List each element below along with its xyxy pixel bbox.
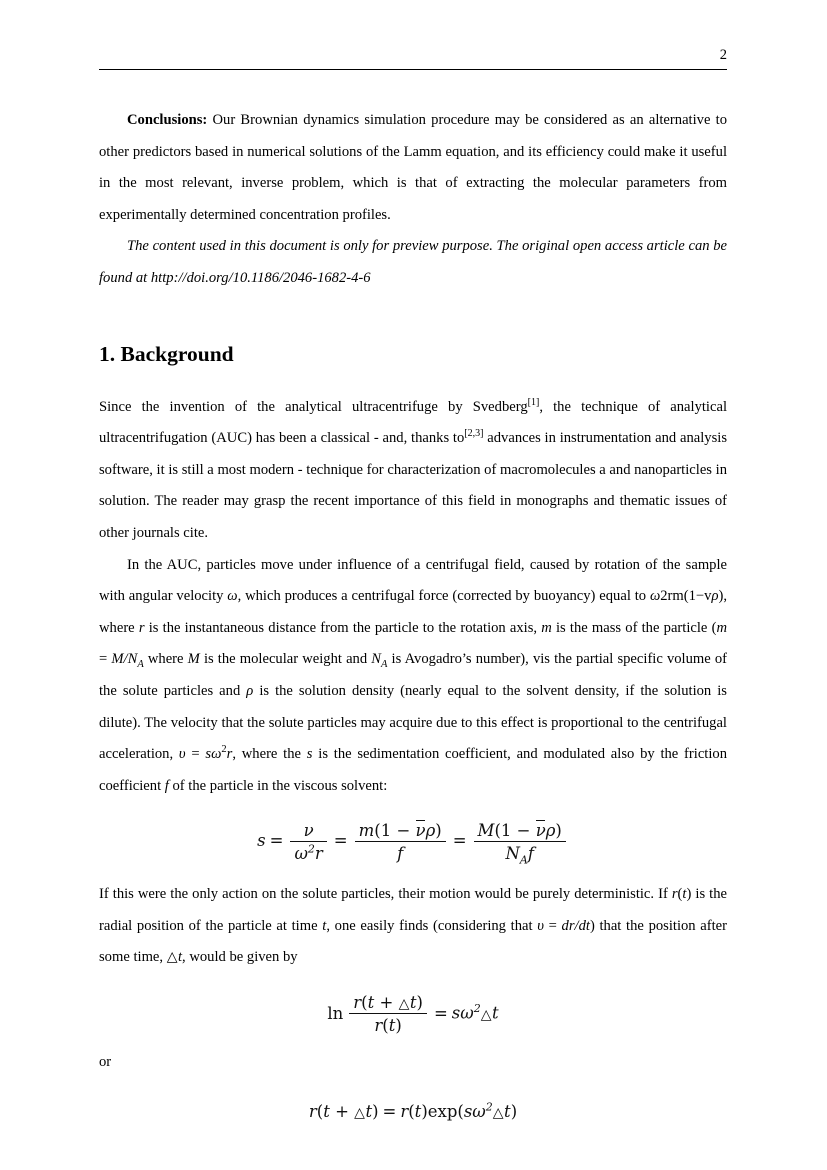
symbol-M-2: M [187, 651, 200, 668]
background-paragraph-1 [99, 392, 727, 550]
eq3-rhs-open: ( [408, 1101, 415, 1121]
eq2-rhs-omega: ω [460, 1003, 474, 1023]
background-paragraph-2 [99, 550, 727, 803]
symbol-rho-1: ρ [711, 588, 719, 605]
p2-text-9: where [143, 651, 188, 668]
eq1-f3-f: f [527, 844, 534, 864]
eq1-fraction-1 [290, 821, 326, 863]
symbol-omega-2: ω [649, 588, 661, 605]
eq1-f2-close: ) [435, 821, 442, 841]
p3-symbol-upsilon: υ [537, 917, 544, 934]
p2-text-8: / [123, 651, 128, 668]
p2-text-4: ), where [99, 588, 727, 636]
eq3-exp-close: ) [510, 1101, 518, 1121]
p3-text-1: If this were the only action on the solute particles, their motion would be purely deterministic. If [99, 886, 672, 903]
eq3-equals: = [382, 1101, 397, 1121]
display-equation-1 [99, 820, 727, 867]
eq2-num-plus: + [374, 993, 399, 1013]
page-content [99, 46, 727, 1121]
symbol-s-2: s [306, 746, 313, 763]
display-equation-2 [99, 993, 727, 1035]
p2-text-11: is Avogadro’s number), v [387, 651, 541, 668]
symbol-m-2: m [716, 619, 727, 636]
p2-text-12: is the partial specific volume of the solute particles and [99, 651, 728, 699]
eq2-den-open: ( [382, 1016, 389, 1036]
eq1-f1-den-sup: 2 [307, 842, 315, 856]
eq2-denominator [349, 1014, 427, 1035]
conclusions-paragraph [99, 105, 727, 231]
eq3-exp: exp [427, 1101, 458, 1121]
eq2-num-r: r [353, 993, 362, 1013]
eq3-exp-s: s [463, 1101, 473, 1121]
p3-text-4: , one easily finds (considering that [326, 917, 538, 934]
p1-part2: , the technique of analytical ultracentrifugation (AUC) has been a classical - and, thanks to [99, 398, 727, 447]
eq2-num-t: t [367, 993, 375, 1013]
eq1-f3-M: M [477, 821, 495, 841]
eq2-den-t: t [388, 1016, 396, 1036]
eq2-num-t2: t [409, 993, 417, 1013]
eq3-lhs-open: ( [316, 1101, 324, 1121]
spacer-before-heading [99, 295, 727, 341]
p3-symbol-dr: dr [561, 917, 575, 934]
eq3-lhs-r: r [308, 1101, 317, 1121]
eq2-fraction [349, 993, 427, 1035]
citation-2-3: [2,3] [464, 428, 484, 440]
eq1-f3-rho: ρ [545, 821, 556, 841]
eq2-den-close: ) [395, 1016, 402, 1036]
eq1-f2-nu: ν [415, 821, 426, 841]
eq3-lhs-t2: t [365, 1101, 373, 1121]
eq3-lhs-close: ) [372, 1101, 379, 1121]
p3-symbol-r-1: r [671, 886, 678, 903]
eq2-rhs-sup: 2 [473, 1002, 481, 1016]
p3-text-8: , would be given by [182, 949, 298, 966]
eq2-rhs-s: s [451, 1003, 461, 1023]
symbol-r-2: r [226, 746, 233, 763]
p3-text-5: = [543, 917, 562, 934]
p2-text-14: = [185, 746, 206, 763]
p3-symbol-t-1: t [682, 886, 687, 903]
eq3-exp-sup: 2 [485, 1100, 493, 1114]
section-heading-background: 1. Background [99, 341, 234, 366]
eq2-num-delta: △ [398, 996, 410, 1013]
eq1-lhs: s [257, 831, 266, 851]
symbol-omega-3: ω [211, 746, 222, 763]
eq1-f3-N: N [505, 844, 520, 864]
eq1-equals-3: = [452, 831, 467, 851]
eq2-rhs-delta: △ [480, 1006, 492, 1023]
p1-part1: Since the invention of the analytical ultracentrifuge by Svedberg [99, 398, 528, 415]
p2-text-16: is the sedimentation coefficient, and modulated also by the friction coefficient [99, 746, 728, 794]
eq1-f3-nu-bar [536, 820, 546, 840]
p2-text-7: = [99, 651, 112, 668]
eq2-equals: = [433, 1003, 448, 1023]
eq1-f3-numerator [474, 820, 566, 842]
eq1-f2-nu-bar [416, 820, 426, 840]
spacer-after-heading [99, 367, 727, 392]
p2-text-1: In the AUC, particles move under influence of a centrifugal field, caused by rotation of the sample with angular velocity [99, 556, 727, 605]
eq3-lhs-delta: △ [354, 1104, 365, 1121]
symbol-upsilon-1: υ [178, 746, 186, 763]
eq3-exp-delta: △ [492, 1104, 504, 1121]
p3-symbol-t-3: t [177, 949, 183, 966]
eq1-f2-rho: ρ [425, 821, 436, 841]
display-equation-3 [99, 1102, 727, 1121]
symbol-M-1: M [111, 651, 124, 668]
eq3-exp-omega: ω [472, 1101, 486, 1121]
eq1-f1-numerator: ν [290, 821, 326, 842]
eq1-f2-open: (1 − [374, 821, 416, 841]
p2-text-6: is the mass of the particle ( [551, 619, 717, 636]
eq2-numerator [349, 993, 427, 1014]
equation-2-math [327, 993, 498, 1035]
p3-symbol-t-2: t [322, 917, 327, 934]
eq2-num-close: ) [416, 993, 423, 1013]
eq1-fraction-3 [474, 820, 566, 867]
eq1-f3-nu: ν [535, 821, 546, 841]
preview-notice: The content used in this document is only for preview purpose. The original open access article can be found at http://doi.org/10.1186/2046-1682-4-6 [99, 238, 727, 286]
conclusions-text: Our Brownian dynamics simulation procedure may be considered as an alternative to other predictors based in numerical solutions of the Lamm equation, and its efficiency could make it useful in the most relevant, inverse problem, which is that of extracting the molecular parameters from experimentally determined concentration profiles. [99, 112, 727, 223]
p3-symbol-dt: dt [578, 917, 590, 934]
or-connector: or [99, 1054, 112, 1071]
p3-text-7: ) that the position after some time, [99, 917, 728, 966]
symbol-rho-2: ρ [246, 682, 254, 699]
symbol-omega-1: ω [227, 588, 238, 605]
eq3-rhs-r: r [400, 1101, 409, 1121]
symbol-N-2: N [371, 651, 381, 668]
p3-text-2: ( [677, 886, 683, 903]
eq3-lhs-plus: + [329, 1101, 355, 1121]
p3-symbol-delta: △ [166, 950, 178, 966]
eq1-f3-A: A [519, 853, 528, 867]
symbol-m-1: m [541, 619, 552, 636]
eq1-f1-den-r: r [314, 843, 323, 863]
eq1-f1-den-omega: ω [294, 843, 308, 863]
eq2-ln: ln [327, 1003, 344, 1023]
eq2-rhs-t: t [491, 1003, 499, 1023]
symbol-s-1: s [205, 746, 212, 763]
p2-text-3: 2rm(1−v [660, 588, 712, 605]
running-header [99, 46, 727, 72]
eq1-f2-numerator [355, 820, 446, 842]
p2-text-2: , which produces a centrifugal force (corrected by buoyancy) equal to [237, 588, 650, 605]
header-rule [99, 69, 727, 70]
eq3-rhs-t: t [414, 1101, 422, 1121]
p2-text-10: is the molecular weight and [199, 651, 372, 668]
background-paragraph-3 [99, 879, 727, 974]
eq1-equals-1: = [269, 831, 284, 851]
p2-text-13: is the solution density (nearly equal to the solvent density, if the solution is dilute). The velocity that the solute particles may acquire due to this effect is proportional to the centrifugal acceleration, [99, 682, 727, 763]
citation-1: [1] [527, 396, 540, 408]
equation-3-math [309, 1102, 517, 1121]
eq2-den-r: r [374, 1016, 383, 1036]
p1-part3: advances in instrumentation and analysis software, it is still a most modern - technique for characterization of macromolecules a and nanoparticles in solution. The reader may grasp the recent importance of this field in monographs and thematic issues of other journals cite. [99, 430, 727, 541]
eq3-lhs-t: t [323, 1101, 330, 1121]
p3-text-3: ) is the radial position of the particle at time [99, 886, 727, 934]
p3-text-6: / [574, 917, 579, 934]
eq1-equals-2: = [333, 831, 348, 851]
p2-text-15: , where the [232, 746, 307, 763]
symbol-N-1: N [127, 651, 138, 668]
eq1-f3-denominator [474, 842, 566, 867]
eq2-num-open: ( [361, 993, 368, 1013]
eq1-f3-open: (1 − [494, 821, 536, 841]
eq3-exp-open: ( [457, 1101, 464, 1121]
subscript-A-1: A [137, 659, 144, 671]
eq1-f1-denominator [290, 842, 326, 863]
p2-text-17: of the particle in the viscous solvent: [168, 777, 388, 794]
symbol-r-1: r [138, 619, 145, 636]
eq3-rhs-close: ) [421, 1101, 428, 1121]
conclusions-label: Conclusions: [127, 112, 208, 128]
p2-text-5: is the instantaneous distance from the particle to the rotation axis, [144, 619, 542, 636]
eq1-f2-m: m [358, 821, 375, 841]
eq3-exp-t: t [504, 1101, 511, 1121]
eq1-f3-close: ) [555, 821, 562, 841]
eq1-f2-denominator: f [397, 844, 404, 864]
page-number: 2 [719, 47, 727, 63]
superscript-2: 2 [221, 744, 227, 756]
equation-1-math [257, 820, 569, 867]
eq1-fraction-2 [355, 820, 446, 863]
symbol-f-1: f [164, 777, 169, 794]
subscript-A-2: A [381, 659, 388, 671]
